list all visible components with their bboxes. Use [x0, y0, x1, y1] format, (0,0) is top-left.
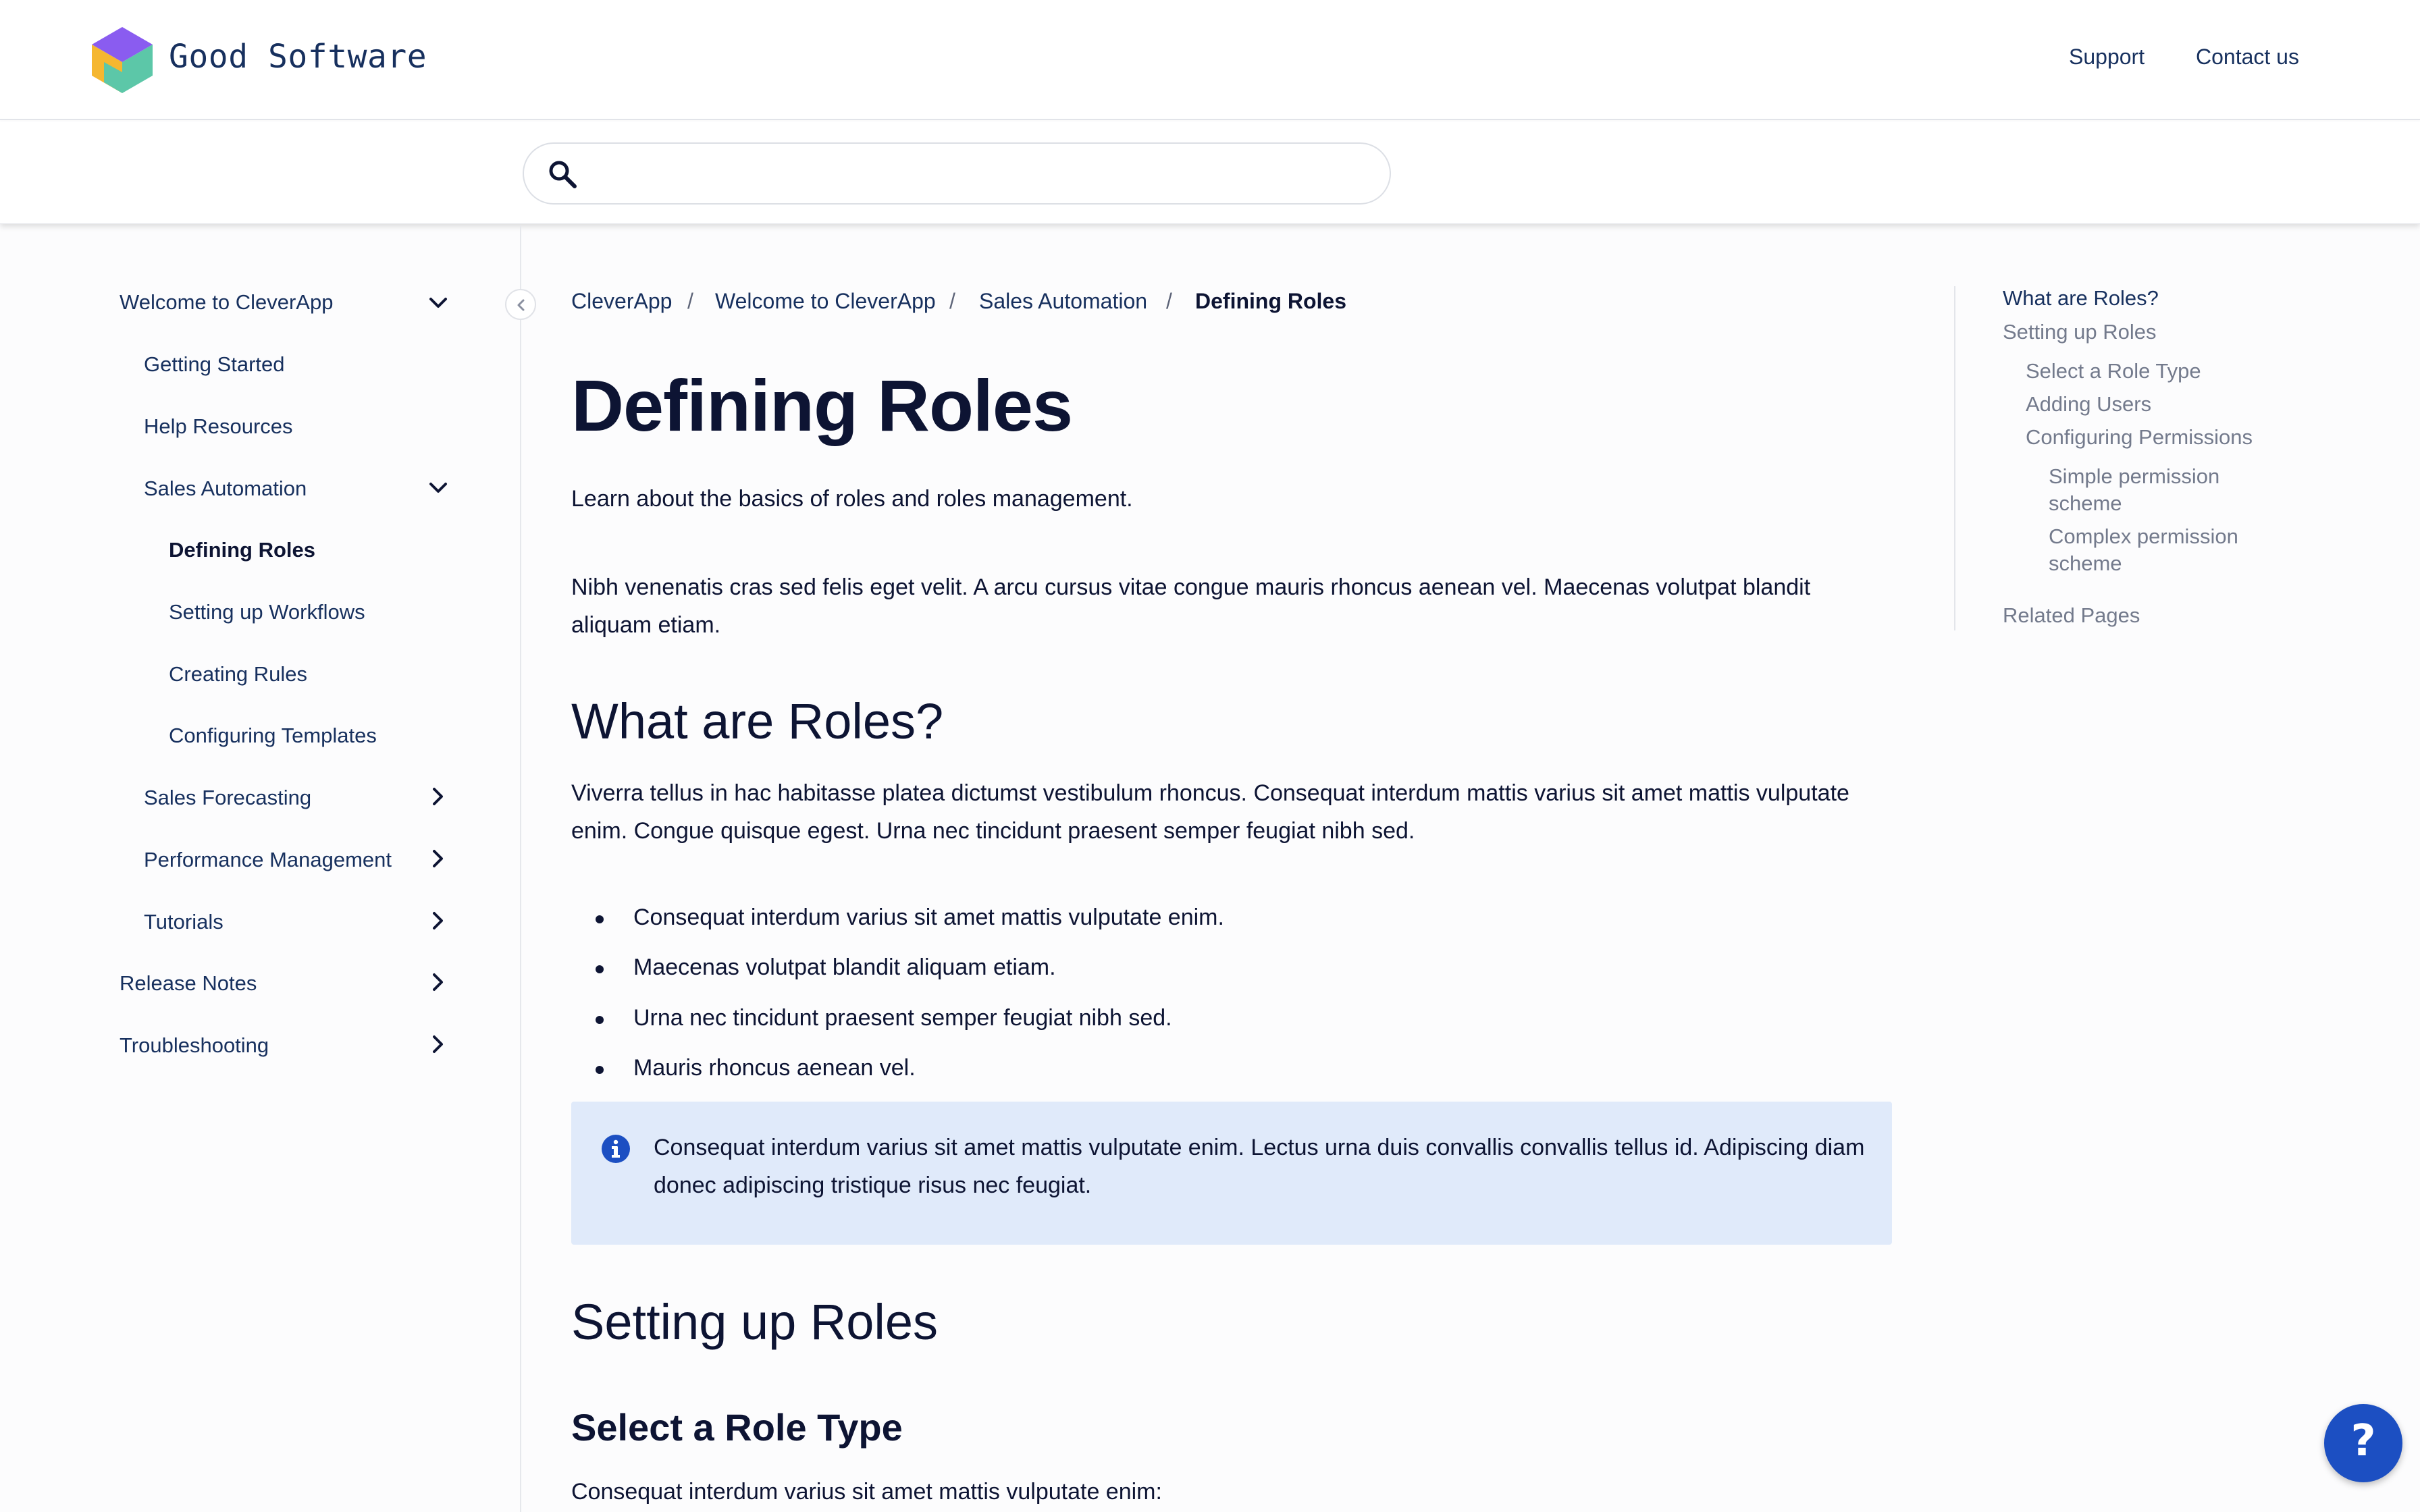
toc-item-select-a-role-type[interactable]: Select a Role Type: [2026, 359, 2201, 383]
heading-what-are-roles: What are Roles?: [571, 693, 944, 749]
breadcrumb-cleverapp[interactable]: CleverApp: [571, 289, 673, 313]
brand-name[interactable]: Good Software: [169, 38, 427, 76]
toc-item-what-are-roles[interactable]: What are Roles?: [2003, 286, 2159, 310]
roles-paragraph: Viverra tellus in hac habitasse platea dictumst vestibulum rhoncus. Consequat interdum mattis varius sit amet mattis vulputate enim. Congue quisque egest. Urna nec tincidunt praesent semper feugiat nibh sed.: [571, 780, 1849, 844]
toc-item-simple-permission-scheme[interactable]: Simple permission scheme: [2049, 464, 2220, 515]
toc-item-complex-permission-scheme[interactable]: Complex permission scheme: [2049, 524, 2238, 575]
role-type-paragraph: Consequat interdum varius sit amet mattis vulputate enim:: [571, 1479, 1162, 1505]
chevron-right-icon[interactable]: [427, 1033, 450, 1056]
logo-icon[interactable]: [92, 27, 153, 93]
help-button[interactable]: [2324, 1404, 2402, 1482]
heading-select-a-role-type: Select a Role Type: [571, 1406, 903, 1449]
breadcrumb-current: Defining Roles: [1195, 289, 1347, 313]
search-bar: [0, 122, 2420, 224]
sidebar-item-setting-up-workflows[interactable]: Setting up Workflows: [169, 600, 365, 624]
contact-us-link[interactable]: Contact us: [2196, 45, 2299, 69]
chevron-down-icon[interactable]: [427, 292, 450, 315]
breadcrumb-separator: /: [1166, 289, 1172, 313]
sidebar-item-tutorials[interactable]: Tutorials: [144, 910, 223, 934]
page-lead: Learn about the basics of roles and roles management.: [571, 486, 1133, 512]
chevron-down-icon[interactable]: [427, 477, 450, 500]
chevron-right-icon[interactable]: [427, 847, 450, 870]
toc-rule: [1954, 286, 1955, 630]
support-link[interactable]: Support: [2069, 45, 2145, 69]
page-title: Defining Roles: [571, 364, 1073, 446]
callout-text: Consequat interdum varius sit amet mattis vulputate enim. Lectus urna duis convallis convallis tellus id. Adipiscing diam donec adipiscing tristique risus nec feugiat.: [654, 1135, 1865, 1198]
sidebar-item-release-notes[interactable]: Release Notes: [120, 971, 257, 995]
sidebar-item-welcome-to-cleverapp[interactable]: Welcome to CleverApp: [120, 290, 334, 314]
sidebar-item-getting-started[interactable]: Getting Started: [144, 352, 285, 376]
chevron-right-icon[interactable]: [427, 909, 450, 932]
toc-item-setting-up-roles[interactable]: Setting up Roles: [2003, 320, 2157, 344]
sidebar-item-configuring-templates[interactable]: Configuring Templates: [169, 724, 377, 747]
heading-setting-up-roles: Setting up Roles: [571, 1294, 939, 1350]
collapse-sidebar-button[interactable]: [505, 289, 536, 320]
info-callout: [571, 1102, 1892, 1245]
intro-paragraph: Nibh venenatis cras sed felis eget velit. A arcu cursus vitae congue mauris rhoncus aenean vel. Maecenas volutpat blandit aliquam etiam.: [571, 574, 1811, 638]
chevron-right-icon[interactable]: [427, 971, 450, 994]
sidebar-item-creating-rules[interactable]: Creating Rules: [169, 662, 308, 686]
sidebar-item-performance-management[interactable]: Performance Management: [144, 848, 392, 871]
help-icon: ?: [2350, 1416, 2376, 1466]
sidebar-item-troubleshooting[interactable]: Troubleshooting: [120, 1033, 269, 1057]
toc-item-related-pages[interactable]: Related Pages: [2003, 603, 2140, 627]
search-input[interactable]: [591, 153, 1368, 194]
sidebar-item-defining-roles[interactable]: Defining Roles: [169, 538, 316, 562]
breadcrumb-sales-automation[interactable]: Sales Automation: [979, 289, 1148, 313]
toc-item-configuring-permissions[interactable]: Configuring Permissions: [2026, 425, 2253, 449]
breadcrumb-welcome-to-cleverapp[interactable]: Welcome to CleverApp: [715, 289, 936, 313]
search-icon: [547, 159, 578, 190]
chevron-right-icon[interactable]: [427, 785, 450, 808]
breadcrumb-separator: /: [687, 289, 693, 313]
breadcrumb-separator: /: [949, 289, 955, 313]
info-icon: [601, 1134, 631, 1164]
toc-item-adding-users[interactable]: Adding Users: [2026, 392, 2152, 416]
sidebar-item-help-resources[interactable]: Help Resources: [144, 414, 293, 438]
sidebar-item-sales-automation[interactable]: Sales Automation: [144, 477, 307, 500]
sidebar-item-sales-forecasting[interactable]: Sales Forecasting: [144, 786, 312, 809]
search-box[interactable]: [523, 142, 1391, 205]
top-header: [0, 0, 2420, 120]
chevron-left-icon: [514, 298, 529, 313]
